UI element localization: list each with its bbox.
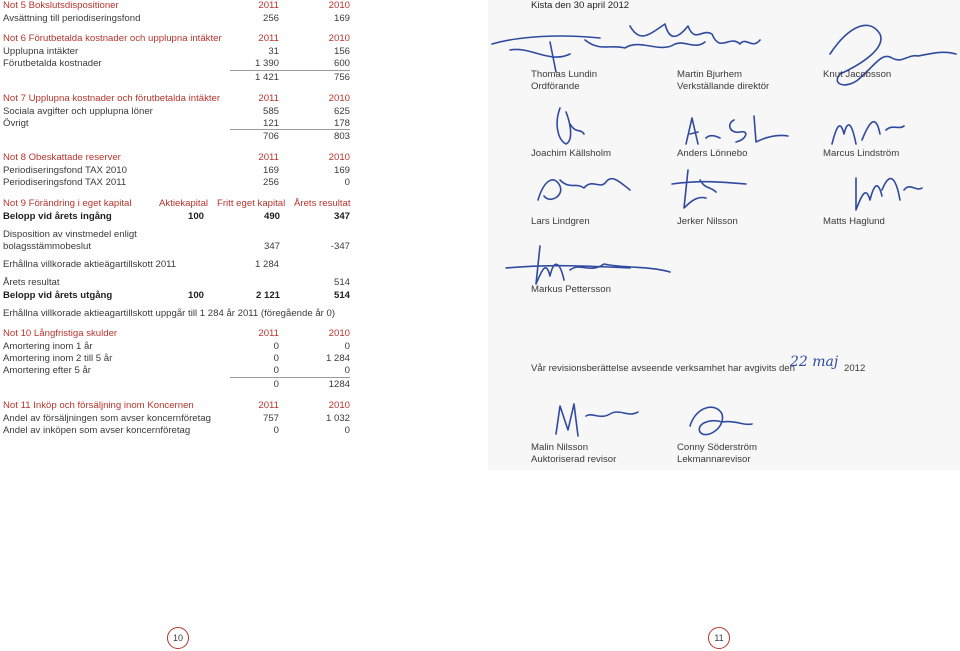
- total-2010: 756: [333, 72, 350, 83]
- row-label: Erhållna villkorade aktieägartillskott 2011: [3, 259, 177, 270]
- signer-joachim-kallsholm: Joachim Källsholm: [531, 148, 611, 159]
- divider: [230, 377, 350, 378]
- year-2011: 2011: [258, 93, 279, 104]
- not10-header: [3, 328, 350, 340]
- row-label: Övrigt: [3, 118, 29, 129]
- signer-matts-haglund: Matts Haglund: [823, 216, 885, 227]
- value-aktiekapital: 100: [187, 211, 204, 222]
- disposition-label-2: bolagsstämmobeslut: [3, 241, 91, 252]
- table-row: [3, 58, 350, 70]
- row-value-2011: 585: [262, 106, 279, 117]
- row-value-2010: 1 032: [325, 413, 350, 424]
- year-2011: 2011: [258, 400, 279, 411]
- col-aktiekapital: Aktiekapital: [159, 198, 209, 209]
- row-label: Belopp vid årets ingång: [3, 211, 112, 222]
- auditor-name: Malin Nilsson: [531, 442, 589, 453]
- value-arets-resultat: 347: [333, 211, 350, 222]
- signer-role: Verkställande direktör: [677, 81, 770, 92]
- row-value-2011: 1 390: [254, 58, 279, 69]
- row-value-2011: 0: [273, 353, 279, 364]
- row-label: Periodiseringsfond TAX 2010: [3, 165, 127, 176]
- row-value-2010: 0: [344, 365, 350, 376]
- not8-header: [3, 152, 350, 164]
- table-row: [3, 365, 350, 377]
- row-value-2010: 169: [333, 165, 350, 176]
- total-row: [3, 131, 350, 143]
- total-2011: 1 421: [254, 72, 279, 83]
- not8-title: Not 8 Obeskattade reserver: [3, 152, 121, 163]
- place-date: Kista den 30 april 2012: [531, 0, 630, 11]
- not9-note: Erhållna villkorade aktieagartillskott uppgår till 1 284 år 2011 (föregående år 0): [3, 308, 336, 319]
- row-value-2011: 0: [273, 341, 279, 352]
- row-value-2010: 169: [333, 13, 350, 24]
- row-label: Periodiseringsfond TAX 2011: [3, 177, 127, 188]
- signer-name: Thomas Lundin: [531, 69, 598, 80]
- value-arets-resultat: -347: [330, 241, 350, 252]
- value-aktiekapital: 100: [187, 290, 204, 301]
- table-row: [3, 425, 350, 437]
- not11-title: Not 11 Inköp och försäljning inom Koncernen: [3, 400, 194, 411]
- row-value-2010: 178: [333, 118, 350, 129]
- col-fritt-eget-kapital: Fritt eget kapital: [217, 198, 286, 209]
- audit-year: 2012: [844, 363, 866, 374]
- signer-name: Knut Jacobsson: [823, 69, 892, 80]
- row-label: Upplupna intäkter: [3, 46, 79, 57]
- year-2010: 2010: [328, 400, 350, 411]
- table-row: [3, 106, 350, 118]
- signer-role: Ordförande: [531, 81, 580, 92]
- table-row: [3, 413, 350, 425]
- signature-auditors-handwriting: [540, 396, 760, 446]
- value-fritt-eget-kapital: 347: [263, 241, 280, 252]
- total-2011: 706: [262, 131, 279, 142]
- row-value-2010: 0: [344, 341, 350, 352]
- table-row: [3, 177, 350, 189]
- total-row: [3, 72, 350, 84]
- row-value-2011: 0: [273, 365, 279, 376]
- not7-header: [3, 93, 350, 105]
- signer-anders-lonnebo: Anders Lönnebo: [677, 148, 748, 159]
- row-label: Andel av försäljningen som avser koncernföretag: [3, 413, 211, 424]
- table-row: [3, 165, 350, 177]
- not6-title: Not 6 Förutbetalda kostnader och upplupna intäkter: [3, 33, 222, 44]
- signature-row3-handwriting: [520, 160, 940, 220]
- row-value-2011: 31: [268, 46, 279, 57]
- row-label: Avsättning till periodiseringsfond: [3, 13, 141, 24]
- row-label: Förutbetalda kostnader: [3, 58, 102, 69]
- disposition-label-1: Disposition av vinstmedel enligt: [3, 229, 137, 240]
- row-value-2011: 121: [262, 118, 279, 129]
- table-row: [3, 353, 350, 365]
- signature-row4-handwriting: [500, 240, 700, 290]
- row-value-2010: 625: [333, 106, 350, 117]
- value-fritt-eget-kapital: 1 284: [255, 259, 280, 270]
- row-label: Amortering inom 1 år: [3, 341, 93, 352]
- table-row: [3, 13, 350, 25]
- row-value-2010: 0: [344, 425, 350, 436]
- row-label: Amortering inom 2 till 5 år: [3, 353, 113, 364]
- row-label: Årets resultat: [3, 277, 60, 288]
- divider: [230, 129, 350, 130]
- row-value-2010: 156: [333, 46, 350, 57]
- not7-title: Not 7 Upplupna kostnader och förutbetalda intäkter: [3, 93, 221, 104]
- page-number-left: 10: [167, 627, 189, 649]
- auditor-role: Lekmannarevisor: [677, 454, 751, 465]
- row-value-2010: 0: [344, 177, 350, 188]
- auditor-name: Conny Söderström: [677, 442, 757, 453]
- signer-name: Martin Bjurhem: [677, 69, 743, 80]
- audit-text: Vår revisionsberättelse avseende verksamhet har avgivits den: [531, 363, 795, 374]
- year-2010: 2010: [328, 328, 350, 339]
- year-2010: 2010: [328, 152, 350, 163]
- not5-header: [3, 0, 350, 12]
- row-label: Sociala avgifter och upplupna löner: [3, 106, 153, 117]
- row-value-2011: 169: [262, 165, 279, 176]
- not5-title: Not 5 Bokslutsdispositioner: [3, 0, 119, 11]
- row-value-2011: 757: [262, 413, 279, 424]
- year-2010: 2010: [328, 0, 350, 11]
- signer-lars-lindgren: Lars Lindgren: [531, 216, 590, 227]
- total-2010: 1284: [328, 379, 350, 390]
- year-2011: 2011: [258, 328, 279, 339]
- handwritten-date: 22 maj: [790, 354, 839, 370]
- row-label: Belopp vid årets utgång: [3, 290, 113, 301]
- row-label: Andel av inköpen som avser koncernföretag: [3, 425, 191, 436]
- year-2011: 2011: [258, 0, 279, 11]
- signer-jerker-nilsson: Jerker Nilsson: [677, 216, 738, 227]
- row-label: Amortering efter 5 år: [3, 365, 91, 376]
- total-2010: 803: [333, 131, 350, 142]
- table-row: [3, 341, 350, 353]
- row-value-2011: 256: [262, 13, 279, 24]
- not11-header: [3, 400, 350, 412]
- page-number-right: 11: [708, 627, 730, 649]
- total-2011: 0: [273, 379, 279, 390]
- value-fritt-eget-kapital: 490: [263, 211, 280, 222]
- not9-title: Not 9 Förändring i eget kapital: [3, 198, 132, 209]
- signer-markus-pettersson: Markus Pettersson: [531, 284, 611, 295]
- year-2011: 2011: [258, 33, 279, 44]
- value-arets-resultat: 514: [333, 290, 350, 301]
- signer-marcus-lindstrom: Marcus Lindström: [823, 148, 900, 159]
- row-value-2011: 0: [273, 425, 279, 436]
- col-arets-resultat: Årets resultat: [294, 198, 351, 209]
- row-value-2010: 600: [333, 58, 350, 69]
- total-row: [3, 379, 350, 391]
- value-fritt-eget-kapital: 2 121: [255, 290, 280, 301]
- auditor-role: Auktoriserad revisor: [531, 454, 617, 465]
- row-value-2011: 256: [262, 177, 279, 188]
- row-value-2010: 1 284: [325, 353, 350, 364]
- year-2010: 2010: [328, 33, 350, 44]
- year-2011: 2011: [258, 152, 279, 163]
- year-2010: 2010: [328, 93, 350, 104]
- not10-title: Not 10 Långfristiga skulder: [3, 328, 118, 339]
- value-arets-resultat: 514: [333, 277, 350, 288]
- table-row: [3, 46, 350, 58]
- divider: [230, 70, 350, 71]
- not6-header: [3, 33, 350, 45]
- signature-row2-handwriting: [540, 104, 940, 154]
